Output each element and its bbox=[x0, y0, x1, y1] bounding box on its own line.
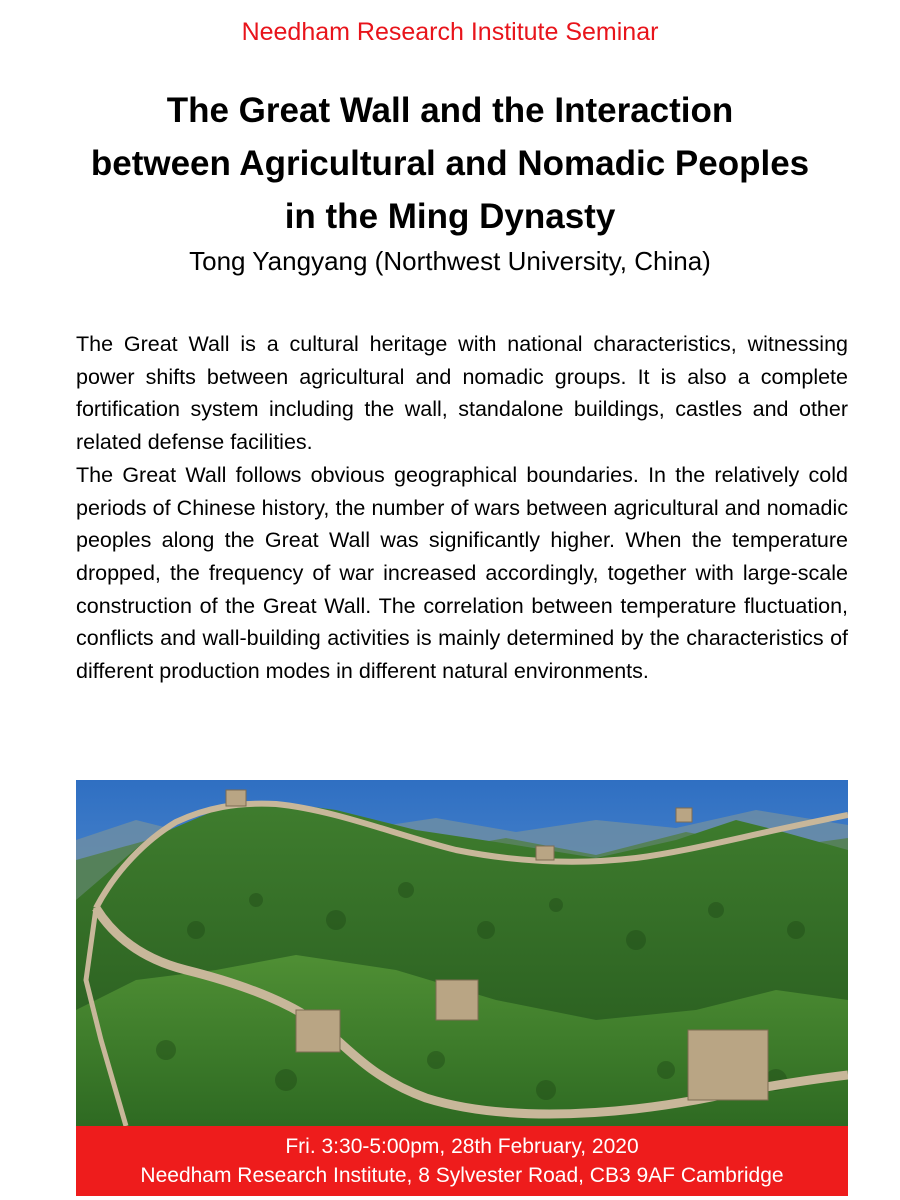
title-line: The Great Wall and the Interaction bbox=[166, 91, 734, 130]
event-datetime: Fri. 3:30-5:00pm, 28th February, 2020 bbox=[285, 1135, 639, 1158]
seminar-title bbox=[20, 84, 880, 243]
speaker: Tong Yangyang (Northwest University, China) bbox=[189, 246, 711, 276]
seminar-series-label: Needham Research Institute Seminar bbox=[241, 18, 659, 46]
abstract-paragraph: The Great Wall is a cultural heritage with national characteristics, witnessing power shifts between agricultural and nomadic groups. It is also a complete fortification system including the wall, standalone buildings, castles and other related defense facilities. bbox=[76, 332, 848, 455]
event-details-banner bbox=[76, 1126, 848, 1196]
title-line: in the Ming Dynasty bbox=[284, 197, 616, 236]
abstract bbox=[76, 328, 848, 688]
abstract-paragraph: The Great Wall follows obvious geographical boundaries. In the relatively cold periods of Chinese history, the number of wars between agricultural and nomadic peoples along the Great Wall was significantly higher. When the temperature dropped, the frequency of war increased accordingly, together with large-scale construction of the Great Wall. The correlation between temperature fluctuation, conflicts and wall-building activities is mainly determined by the characteristics of different production modes in different natural environments. bbox=[76, 462, 848, 684]
title-line: between Agricultural and Nomadic Peoples bbox=[90, 144, 810, 183]
event-venue: Needham Research Institute, 8 Sylvester Road, CB3 9AF Cambridge bbox=[140, 1164, 784, 1187]
great-wall-photo bbox=[76, 780, 848, 1126]
